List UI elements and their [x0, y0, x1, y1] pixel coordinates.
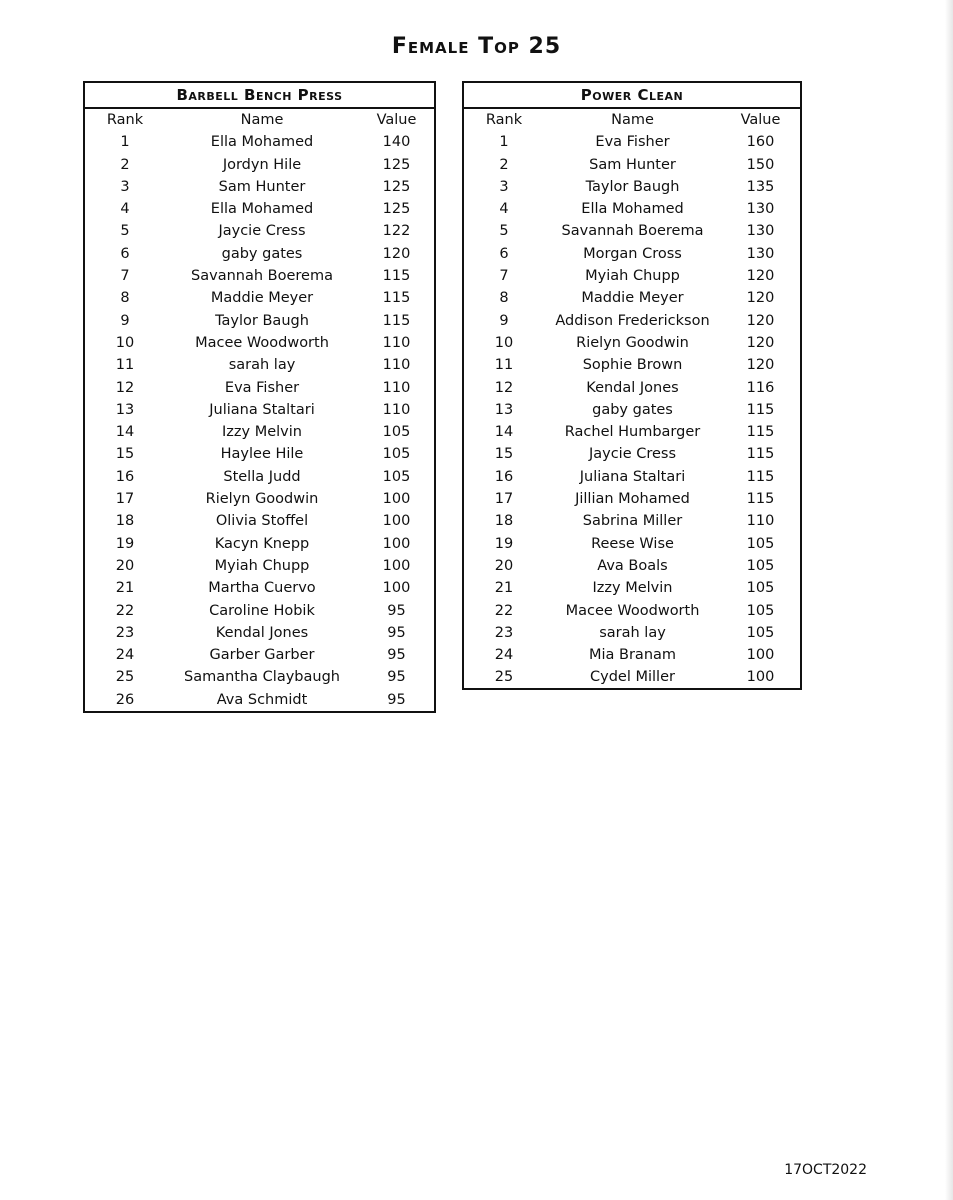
- table-row: [464, 198, 800, 220]
- name-cell: Eva Fisher: [595, 134, 670, 151]
- name-cell: Jaycie Cress: [218, 223, 306, 240]
- table-row: [464, 332, 800, 354]
- rank-cell: 19: [494, 535, 514, 552]
- rank-cell: 8: [499, 290, 509, 307]
- name-cell: Maddie Meyer: [581, 290, 684, 307]
- rank-cell: 6: [120, 245, 130, 262]
- name-cell: Mia Branam: [588, 647, 677, 664]
- rank-cell: 11: [115, 357, 135, 374]
- value-cell: 105: [746, 580, 775, 597]
- table-row: [464, 354, 800, 376]
- rank-cell: 24: [494, 647, 514, 664]
- table-row: [464, 310, 800, 332]
- rank-header: Rank: [485, 112, 523, 128]
- name-cell: Taylor Baugh: [585, 178, 680, 195]
- name-cell: Jillian Mohamed: [575, 491, 690, 508]
- table-row: [85, 377, 434, 399]
- power-clean-header-row: [464, 109, 800, 131]
- table-row: [85, 488, 434, 510]
- rank-cell: 18: [115, 513, 135, 530]
- rank-cell: 10: [494, 334, 514, 351]
- rank-cell: 1: [120, 134, 130, 151]
- name-cell: Haylee Hile: [220, 446, 304, 463]
- table-row: [464, 466, 800, 488]
- value-cell: 105: [382, 424, 411, 441]
- name-cell: Stella Judd: [223, 468, 301, 485]
- name-cell: Kendal Jones: [215, 624, 309, 641]
- value-cell: 120: [746, 268, 775, 285]
- name-cell: Ella Mohamed: [210, 201, 314, 218]
- rank-cell: 7: [120, 268, 130, 285]
- value-cell: 110: [382, 334, 411, 351]
- rank-cell: 15: [115, 446, 135, 463]
- value-cell: 110: [382, 379, 411, 396]
- value-cell: 105: [746, 624, 775, 641]
- value-cell: 120: [746, 290, 775, 307]
- rank-header: Rank: [106, 112, 144, 128]
- value-cell: 116: [746, 379, 775, 396]
- rank-cell: 16: [115, 468, 135, 485]
- value-cell: 115: [746, 446, 775, 463]
- table-row: [85, 421, 434, 443]
- table-row: [464, 510, 800, 532]
- value-cell: 105: [746, 557, 775, 574]
- table-row: [464, 243, 800, 265]
- name-cell: Taylor Baugh: [215, 312, 309, 329]
- value-cell: 130: [746, 201, 775, 218]
- value-cell: 110: [382, 357, 411, 374]
- table-row: [85, 622, 434, 644]
- table-row: [464, 666, 800, 688]
- rank-cell: 5: [120, 223, 130, 240]
- table-row: [85, 533, 434, 555]
- name-cell: Jordyn Hile: [222, 156, 302, 173]
- table-row: [464, 176, 800, 198]
- value-cell: 100: [382, 491, 411, 508]
- rank-cell: 3: [499, 178, 509, 195]
- table-row: [464, 287, 800, 309]
- value-cell: 115: [746, 491, 775, 508]
- rank-cell: 15: [494, 446, 514, 463]
- value-cell: 100: [382, 535, 411, 552]
- rank-cell: 25: [494, 669, 514, 686]
- rank-cell: 1: [499, 134, 509, 151]
- name-cell: Cydel Miller: [590, 669, 675, 686]
- value-cell: 130: [746, 245, 775, 262]
- rank-cell: 17: [494, 491, 514, 508]
- bench-press-header-row: [85, 109, 434, 131]
- rank-cell: 8: [120, 290, 130, 307]
- power-clean-rows: [464, 131, 800, 688]
- bench-press-table: [83, 81, 436, 713]
- rank-cell: 12: [115, 379, 135, 396]
- name-cell: Samantha Claybaugh: [184, 669, 340, 686]
- value-header: Value: [376, 112, 417, 128]
- rank-cell: 4: [499, 201, 509, 218]
- table-row: [85, 510, 434, 532]
- table-row: [85, 176, 434, 198]
- date-stamp: 17OCT2022: [784, 1162, 867, 1178]
- rank-cell: 6: [499, 245, 509, 262]
- table-row: [464, 555, 800, 577]
- name-cell: Morgan Cross: [583, 245, 682, 262]
- table-row: [464, 377, 800, 399]
- value-cell: 115: [746, 468, 775, 485]
- value-cell: 125: [382, 156, 411, 173]
- value-cell: 100: [746, 669, 775, 686]
- bench-press-rows: [85, 131, 434, 711]
- value-cell: 95: [387, 669, 406, 686]
- name-cell: Garber Garber: [209, 647, 315, 664]
- table-row: [85, 644, 434, 666]
- name-cell: Savannah Boerema: [191, 268, 333, 285]
- rank-cell: 17: [115, 491, 135, 508]
- table-row: [85, 466, 434, 488]
- rank-cell: 25: [115, 669, 135, 686]
- value-cell: 115: [382, 312, 411, 329]
- table-row: [464, 421, 800, 443]
- value-cell: 115: [746, 424, 775, 441]
- rank-cell: 2: [499, 156, 509, 173]
- rank-cell: 2: [120, 156, 130, 173]
- name-cell: Reese Wise: [591, 535, 674, 552]
- table-row: [85, 666, 434, 688]
- table-row: [85, 399, 434, 421]
- value-cell: 120: [746, 334, 775, 351]
- name-cell: Savannah Boerema: [561, 223, 704, 240]
- rank-cell: 21: [494, 580, 514, 597]
- rank-cell: 5: [499, 223, 509, 240]
- name-cell: Rachel Humbarger: [564, 424, 701, 441]
- name-cell: sarah lay: [599, 624, 666, 641]
- rank-cell: 16: [494, 468, 514, 485]
- table-row: [464, 131, 800, 153]
- value-cell: 122: [382, 223, 411, 240]
- rank-cell: 9: [499, 312, 509, 329]
- value-cell: 150: [746, 156, 775, 173]
- name-cell: Macee Woodworth: [195, 334, 329, 351]
- name-cell: Myiah Chupp: [214, 557, 310, 574]
- value-cell: 130: [746, 223, 775, 240]
- value-cell: 115: [382, 290, 411, 307]
- page-edge: [945, 0, 953, 1200]
- power-clean-table-title: Power Clean: [464, 83, 800, 109]
- name-cell: Sophie Brown: [582, 357, 683, 374]
- value-cell: 110: [382, 401, 411, 418]
- name-cell: Izzy Melvin: [222, 424, 302, 441]
- rank-cell: 20: [494, 557, 514, 574]
- rank-cell: 14: [115, 424, 135, 441]
- rank-cell: 26: [115, 691, 135, 708]
- rank-cell: 13: [115, 401, 135, 418]
- rank-cell: 21: [115, 580, 135, 597]
- rank-cell: 4: [120, 201, 130, 218]
- table-row: [85, 354, 434, 376]
- name-cell: Caroline Hobik: [209, 602, 315, 619]
- rank-cell: 22: [115, 602, 135, 619]
- table-row: [464, 220, 800, 242]
- table-row: [85, 689, 434, 711]
- name-cell: gaby gates: [592, 401, 673, 418]
- name-cell: Ava Schmidt: [216, 691, 308, 708]
- table-row: [464, 622, 800, 644]
- name-cell: Addison Frederickson: [555, 312, 710, 329]
- table-row: [85, 131, 434, 153]
- value-cell: 125: [382, 178, 411, 195]
- name-cell: gaby gates: [221, 245, 303, 262]
- rank-cell: 3: [120, 178, 130, 195]
- rank-cell: 13: [494, 401, 514, 418]
- page-title: Female Top 25: [391, 34, 562, 59]
- table-row: [464, 600, 800, 622]
- table-row: [85, 600, 434, 622]
- table-row: [85, 555, 434, 577]
- table-row: [85, 198, 434, 220]
- name-cell: Kendal Jones: [586, 379, 679, 396]
- value-cell: 115: [746, 401, 775, 418]
- value-cell: 120: [746, 312, 775, 329]
- table-row: [464, 577, 800, 599]
- value-cell: 100: [746, 647, 775, 664]
- name-cell: sarah lay: [228, 357, 296, 374]
- rank-cell: 10: [115, 334, 135, 351]
- table-row: [85, 220, 434, 242]
- rank-cell: 23: [494, 624, 514, 641]
- table-row: [464, 644, 800, 666]
- value-cell: 95: [387, 602, 406, 619]
- rank-cell: 11: [494, 357, 514, 374]
- table-row: [464, 399, 800, 421]
- name-cell: Ella Mohamed: [581, 201, 684, 218]
- rank-cell: 14: [494, 424, 514, 441]
- value-header: Value: [740, 112, 781, 128]
- table-row: [85, 310, 434, 332]
- name-cell: Juliana Staltari: [579, 468, 686, 485]
- name-header: Name: [611, 112, 654, 128]
- name-cell: Myiah Chupp: [585, 268, 680, 285]
- rank-cell: 7: [499, 268, 509, 285]
- value-cell: 135: [746, 178, 775, 195]
- name-header: Name: [240, 112, 284, 128]
- table-row: [464, 154, 800, 176]
- table-row: [85, 443, 434, 465]
- value-cell: 95: [387, 624, 406, 641]
- rank-cell: 22: [494, 602, 514, 619]
- name-cell: Sabrina Miller: [582, 513, 683, 530]
- name-cell: Rielyn Goodwin: [205, 491, 319, 508]
- table-row: [85, 577, 434, 599]
- bench-press-table-title: Barbell Bench Press: [85, 83, 434, 109]
- name-cell: Rielyn Goodwin: [576, 334, 689, 351]
- name-cell: Olivia Stoffel: [215, 513, 309, 530]
- table-row: [85, 243, 434, 265]
- name-cell: Kacyn Knepp: [214, 535, 310, 552]
- value-cell: 160: [746, 134, 775, 151]
- table-row: [85, 265, 434, 287]
- name-cell: Ella Mohamed: [210, 134, 314, 151]
- name-cell: Juliana Staltari: [209, 401, 315, 418]
- name-cell: Jaycie Cress: [588, 446, 677, 463]
- value-cell: 105: [746, 602, 775, 619]
- table-row: [85, 332, 434, 354]
- name-cell: Ava Boals: [597, 557, 668, 574]
- name-cell: Sam Hunter: [589, 156, 676, 173]
- name-cell: Izzy Melvin: [592, 580, 673, 597]
- value-cell: 120: [746, 357, 775, 374]
- value-cell: 120: [382, 245, 411, 262]
- value-cell: 100: [382, 557, 411, 574]
- value-cell: 100: [382, 513, 411, 530]
- rank-cell: 12: [494, 379, 514, 396]
- table-row: [464, 533, 800, 555]
- table-row: [85, 154, 434, 176]
- rank-cell: 20: [115, 557, 135, 574]
- rank-cell: 19: [115, 535, 135, 552]
- table-row: [85, 287, 434, 309]
- value-cell: 95: [387, 647, 406, 664]
- value-cell: 140: [382, 134, 411, 151]
- value-cell: 105: [746, 535, 775, 552]
- rank-cell: 24: [115, 647, 135, 664]
- table-row: [464, 265, 800, 287]
- name-cell: Sam Hunter: [218, 178, 306, 195]
- value-cell: 115: [382, 268, 411, 285]
- power-clean-table: [462, 81, 802, 690]
- rank-cell: 18: [494, 513, 514, 530]
- name-cell: Maddie Meyer: [210, 290, 314, 307]
- value-cell: 100: [382, 580, 411, 597]
- name-cell: Macee Woodworth: [565, 602, 700, 619]
- rank-cell: 23: [115, 624, 135, 641]
- name-cell: Eva Fisher: [224, 379, 300, 396]
- value-cell: 105: [382, 468, 411, 485]
- name-cell: Martha Cuervo: [208, 580, 316, 597]
- value-cell: 105: [382, 446, 411, 463]
- value-cell: 110: [746, 513, 775, 530]
- value-cell: 95: [387, 691, 406, 708]
- table-row: [464, 443, 800, 465]
- value-cell: 125: [382, 201, 411, 218]
- table-row: [464, 488, 800, 510]
- rank-cell: 9: [120, 312, 130, 329]
